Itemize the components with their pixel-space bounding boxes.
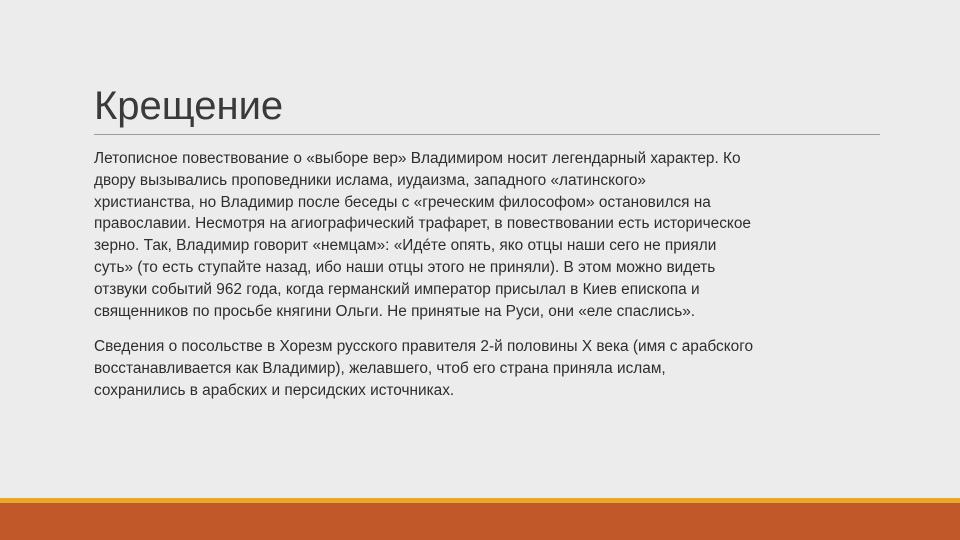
body-paragraph-1: Летописное повествование о «выборе вер» Владимиром носит легендарный характер. Ко двору вызывались проповедники ислама, иудаизма, западного «латинского» христианства, но Владимир после беседы с «греческим философом» остановился на православии. Несмотря на агиографический трафарет, в повествовании есть историческое зерно. Так, Владимир говорит «немцам»: «Идéте опять, яко отцы наши сего не прияли суть» (то есть ступайте назад, ибо наши отцы этого не приняли). В этом можно видеть отзвуки событий 962 года, когда германский император присылал в Киев епископа и священников по просьбе княгини Ольги. Не принятые на Руси, они «еле спаслись». — [94, 150, 751, 320]
slide-body — [94, 148, 884, 416]
footer-band — [0, 503, 960, 540]
body-paragraph-2: Сведения о посольстве в Хорезм русского правителя 2-й половины X века (имя с арабского восстанавливается как Владимир), желавшего, чтоб его страна приняла ислам, сохранились в арабских и персидских источниках. — [94, 338, 754, 399]
title-divider — [94, 134, 880, 135]
slide-title: Крещение — [94, 84, 284, 128]
